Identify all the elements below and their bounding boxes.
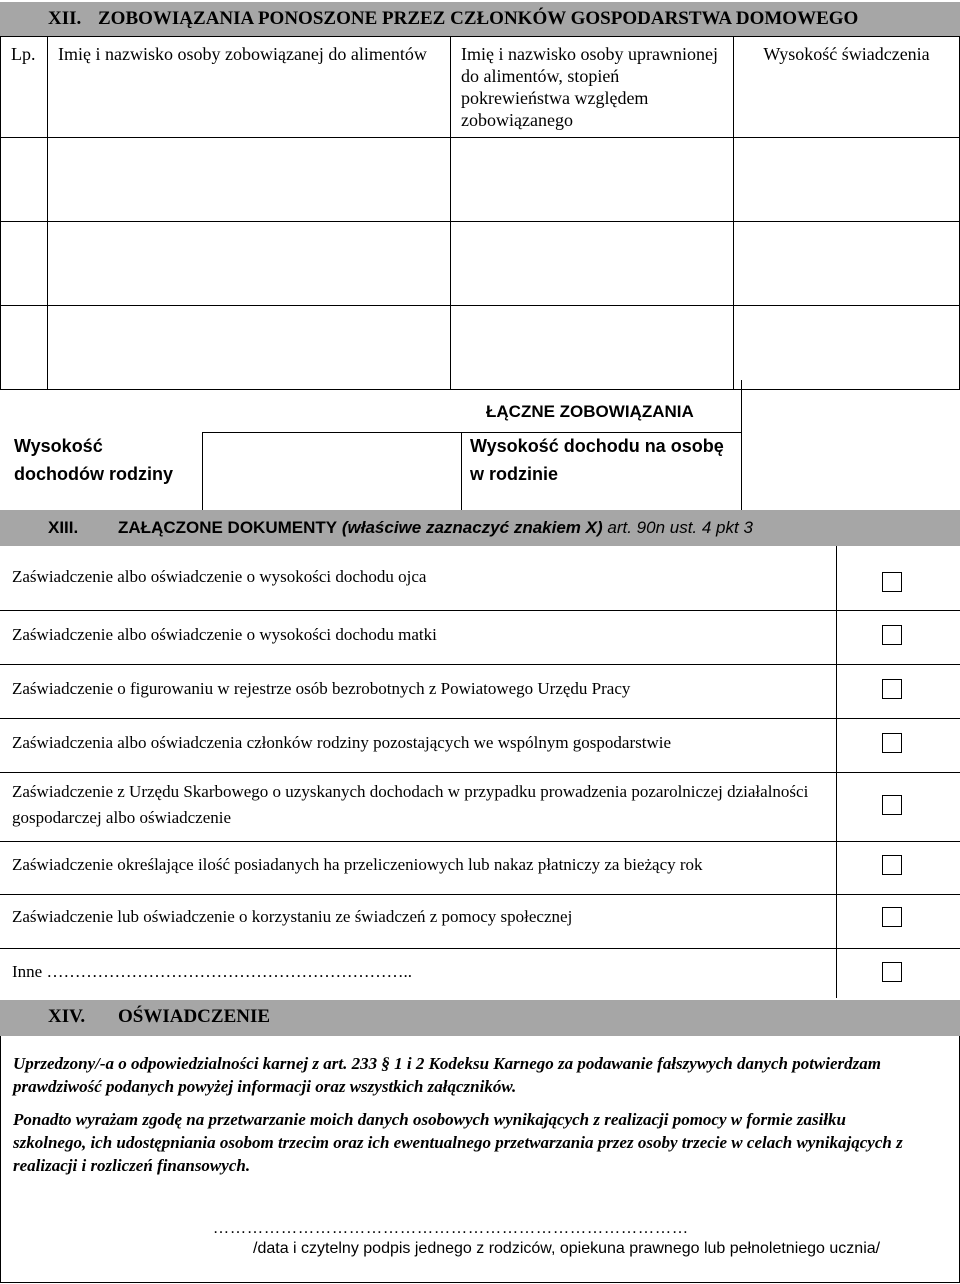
col-obligor-header	[48, 37, 451, 138]
obligations-table	[0, 36, 960, 390]
attachment-label: Zaświadczenie albo oświadczenie o wysokości dochodu matki	[12, 625, 437, 644]
section-12-title: ZOBOWIĄZANIA PONOSZONE PRZEZ CZŁONKÓW GOSPODARSTWA DOMOWEGO	[98, 8, 859, 29]
section-13-title: ZAŁĄCZONE DOKUMENTY	[118, 518, 338, 537]
amount-cell[interactable]	[734, 306, 960, 390]
attachment-label: Zaświadczenie albo oświadczenie o wysokości dochodu ojca	[12, 567, 427, 586]
checkbox-social-assistance[interactable]	[882, 907, 902, 927]
attachment-label: Zaświadczenie z Urzędu Skarbowego o uzyskanych dochodach w przypadku prowadzenia pozarolniczej działalności gospodarczej albo oświadczenie	[12, 782, 809, 827]
amount-cell[interactable]	[734, 138, 960, 222]
obligation-row	[1, 222, 960, 306]
attachment-check-cell	[836, 665, 960, 718]
obligor-cell[interactable]	[48, 222, 451, 306]
lp-cell[interactable]	[1, 138, 48, 222]
section-14-header	[0, 1000, 960, 1036]
declaration-paragraph-1: Uprzedzony/-a o odpowiedzialności karnej z art. 233 § 1 i 2 Kodeksu Karnego za podawanie fałszywych danych potwierdzam prawdziwość podanych powyżej informacji oraz wszystkich załączników.	[13, 1054, 881, 1096]
attachment-row	[0, 546, 960, 611]
checkbox-farm-hectares[interactable]	[882, 855, 902, 875]
income-per-person-label: Wysokość dochodu na osobę w rodzinie	[470, 436, 724, 484]
attachment-check-cell	[836, 949, 960, 998]
checkbox-household-members[interactable]	[882, 733, 902, 753]
entitled-cell[interactable]	[451, 222, 734, 306]
checkbox-other[interactable]	[882, 962, 902, 982]
declaration-paragraph-2: Ponadto wyrażam zgodę na przetwarzanie moich danych osobowych wynikających z realizacji pomocy w formie zasiłku szkolnego, ich udostępniania osobom trzecim oraz ich ewentualnego przetwarzania przez osoby trzecie w celach wynikających z realizacji i rozliczeń finansowych.	[13, 1110, 903, 1175]
obligor-cell[interactable]	[48, 306, 451, 390]
attachment-label: Inne ………………………………………………………..	[12, 962, 412, 981]
attachment-row	[0, 842, 960, 895]
section-13-ref: art. 90n ust. 4 pkt 3	[607, 518, 753, 537]
section-14-number: XIV.	[48, 1006, 86, 1027]
section-12-number: XII.	[48, 8, 82, 29]
checkbox-mother-income[interactable]	[882, 625, 902, 645]
income-block	[0, 380, 960, 510]
attachment-label: Zaświadczenie lub oświadczenie o korzystaniu ze świadczeń z pomocy społecznej	[12, 907, 573, 926]
signature-caption: /data i czytelny podpis jednego z rodziców, opiekuna prawnego lub pełnoletniego ucznia/	[253, 1240, 881, 1257]
attachment-row	[0, 895, 960, 949]
attachment-label: Zaświadczenie określające ilość posiadanych ha przeliczeniowych lub nakaz płatniczy za bieżący rok	[12, 855, 703, 874]
lp-cell[interactable]	[1, 306, 48, 390]
attachment-row	[0, 665, 960, 719]
attachment-check-cell	[836, 842, 960, 894]
col-lp-header	[1, 37, 48, 138]
col-amount-label: Wysokość świadczenia	[763, 44, 930, 64]
attachment-label: Zaświadczenia albo oświadczenia członków rodziny pozostających we wspólnym gospodarstwie	[12, 733, 672, 752]
attachment-label: Zaświadczenie o figurowaniu w rejestrze osób bezrobotnych z Powiatowego Urzędu Pracy	[12, 679, 631, 698]
section-13-title-line	[118, 518, 753, 538]
col-entitled-header	[451, 37, 734, 138]
col-amount-header	[734, 37, 960, 138]
obligor-cell[interactable]	[48, 138, 451, 222]
col-entitled-label: Imię i nazwisko osoby uprawnionej do alimentów, stopień pokrewieństwa względem zobowiązanego	[461, 44, 718, 130]
attachment-row	[0, 773, 960, 842]
divider	[460, 432, 741, 433]
col-obligor-label: Imię i nazwisko osoby zobowiązanej do alimentów	[58, 44, 427, 64]
attachment-check-cell	[836, 611, 960, 664]
attachment-check-cell	[836, 546, 960, 610]
entitled-cell[interactable]	[451, 306, 734, 390]
attachment-check-cell	[836, 773, 960, 841]
total-obligations-cell[interactable]	[741, 380, 960, 510]
checkbox-unemployment-register[interactable]	[882, 679, 902, 699]
col-lp-label: Lp.	[11, 44, 36, 64]
attachment-row	[0, 719, 960, 773]
amount-cell[interactable]	[734, 222, 960, 306]
attachment-row	[0, 949, 960, 998]
declaration-box	[0, 1036, 960, 1283]
family-income-cell[interactable]	[202, 432, 462, 511]
section-14-title: OŚWIADCZENIE	[118, 1006, 271, 1027]
section-13-number: XIII.	[48, 518, 79, 537]
section-13-note: (właściwe zaznaczyć znakiem X)	[341, 518, 603, 537]
entitled-cell[interactable]	[451, 138, 734, 222]
lp-cell[interactable]	[1, 222, 48, 306]
checkbox-tax-office[interactable]	[882, 795, 902, 815]
attachment-check-cell	[836, 895, 960, 948]
attachments-list	[0, 546, 960, 998]
checkbox-father-income[interactable]	[882, 572, 902, 592]
obligation-row	[1, 138, 960, 222]
section-12-header	[0, 2, 960, 36]
attachment-check-cell	[836, 719, 960, 772]
attachment-row	[0, 611, 960, 665]
signature-line[interactable]: …………………………………………………………………………	[213, 1220, 689, 1237]
section-13-header	[0, 510, 960, 546]
family-income-label: Wysokość dochodów rodziny	[14, 436, 173, 484]
obligation-row	[1, 306, 960, 390]
total-obligations-label: ŁĄCZNE ZOBOWIĄZANIA	[486, 402, 694, 421]
